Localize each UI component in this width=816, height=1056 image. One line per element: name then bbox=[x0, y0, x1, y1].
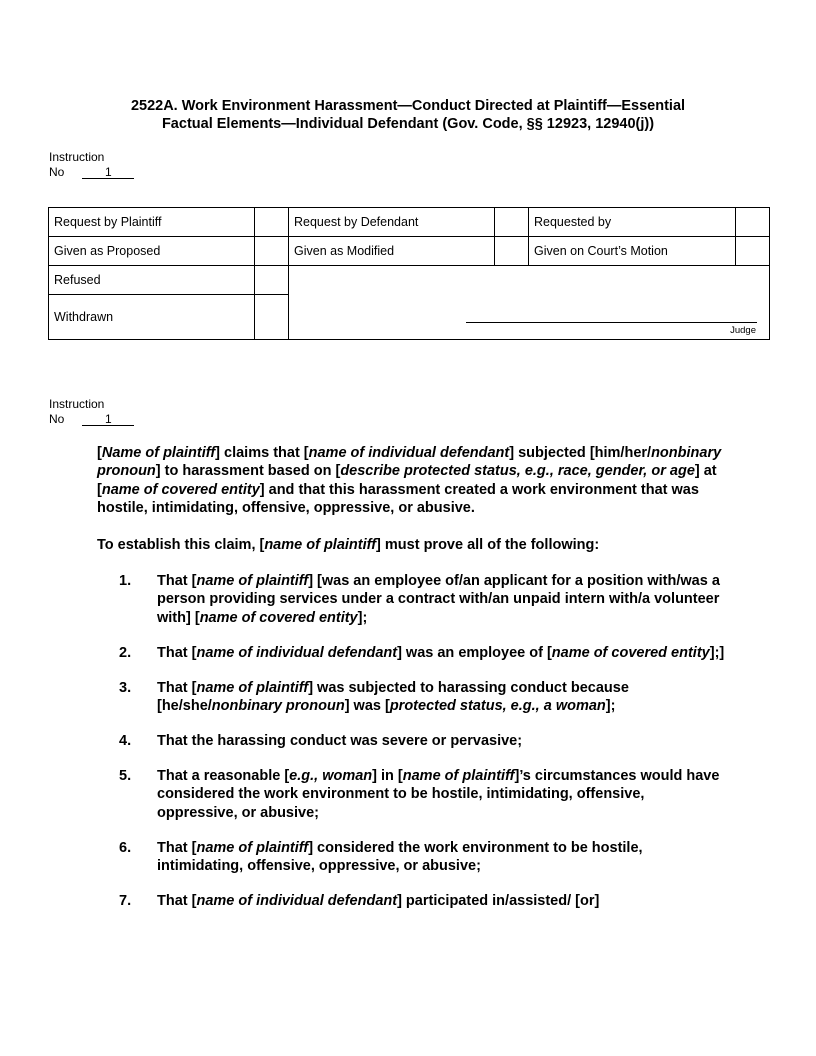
request-by-plaintiff-label: Request by Plaintiff bbox=[49, 208, 255, 237]
list-item: 7. That [name of individual defendant] participated in/assisted/ [or] bbox=[119, 892, 600, 909]
instruction-number-block-2 bbox=[49, 397, 134, 427]
list-item: 1. That [name of plaintiff] [was an employee of/an applicant for a position with/was a person providing services under a contract with/an unpaid intern with/a volunteer with] [name of covered entity]; bbox=[119, 573, 720, 626]
request-by-defendant-label: Request by Defendant bbox=[289, 208, 495, 237]
given-as-modified-checkbox[interactable] bbox=[495, 237, 529, 266]
refused-checkbox[interactable] bbox=[255, 266, 289, 295]
list-item: 5. That a reasonable [e.g., woman] in [name of plaintiff]’s circumstances would have considered the work environment to be hostile, intimidating, offensive, oppressive, or abusive; bbox=[119, 767, 720, 821]
instruction-label: Instruction bbox=[49, 397, 105, 411]
instruction-number: 1 bbox=[82, 413, 134, 426]
refused-label: Refused bbox=[49, 266, 255, 295]
given-on-courts-motion-checkbox[interactable] bbox=[736, 237, 770, 266]
given-as-proposed-label: Given as Proposed bbox=[49, 237, 255, 266]
requested-by-label: Requested by bbox=[529, 208, 736, 237]
no-label: No bbox=[49, 165, 65, 179]
instruction-label: Instruction bbox=[49, 150, 105, 164]
instruction-number-block-1 bbox=[49, 150, 134, 180]
request-by-plaintiff-checkbox[interactable] bbox=[255, 208, 289, 237]
request-disposition-table bbox=[48, 207, 770, 340]
instruction-title bbox=[48, 97, 768, 133]
judge-label: Judge bbox=[730, 325, 756, 336]
list-item: 6. That [name of plaintiff] considered the work environment to be hostile, intimidating, offensive, oppressive, or abusive; bbox=[119, 839, 643, 874]
establish-paragraph: To establish this claim, [name of plaintiff] must prove all of the following: bbox=[97, 536, 600, 553]
no-label: No bbox=[49, 412, 65, 426]
title-line-1: 2522A. Work Environment Harassment—Conduct Directed at Plaintiff—Essential bbox=[130, 98, 686, 114]
instruction-number: 1 bbox=[82, 166, 134, 179]
withdrawn-checkbox[interactable] bbox=[255, 295, 289, 340]
intro-paragraph: [Name of plaintiff] claims that [name of individual defendant] subjected [him/her/nonbinary pronoun] to harassment based on [describe protected status, e.g., race, gender, or age] at [name of covered entity] and that this harassment created a work environment that was hostile, intimidating, offensive, oppressive, or abusive. bbox=[97, 445, 722, 517]
instruction-body bbox=[97, 444, 737, 927]
judge-signature-line[interactable] bbox=[466, 322, 757, 323]
given-as-proposed-checkbox[interactable] bbox=[255, 237, 289, 266]
title-line-2: Factual Elements—Individual Defendant (Gov. Code, §§ 12923, 12940(j)) bbox=[161, 116, 655, 132]
requested-by-checkbox[interactable] bbox=[736, 208, 770, 237]
list-item: 3. That [name of plaintiff] was subjected to harassing conduct because [he/she/nonbinary pronoun] was [protected status, e.g., a woman]; bbox=[119, 679, 629, 715]
withdrawn-label: Withdrawn bbox=[49, 295, 255, 340]
given-on-courts-motion-label: Given on Court’s Motion bbox=[529, 237, 736, 266]
given-as-modified-label: Given as Modified bbox=[289, 237, 495, 266]
list-item: 2. That [name of individual defendant] was an employee of [name of covered entity];] bbox=[119, 644, 725, 661]
request-by-defendant-checkbox[interactable] bbox=[495, 208, 529, 237]
elements-list bbox=[97, 572, 737, 910]
list-item: 4. That the harassing conduct was severe or pervasive; bbox=[119, 732, 523, 749]
judge-signature-area bbox=[289, 266, 770, 340]
